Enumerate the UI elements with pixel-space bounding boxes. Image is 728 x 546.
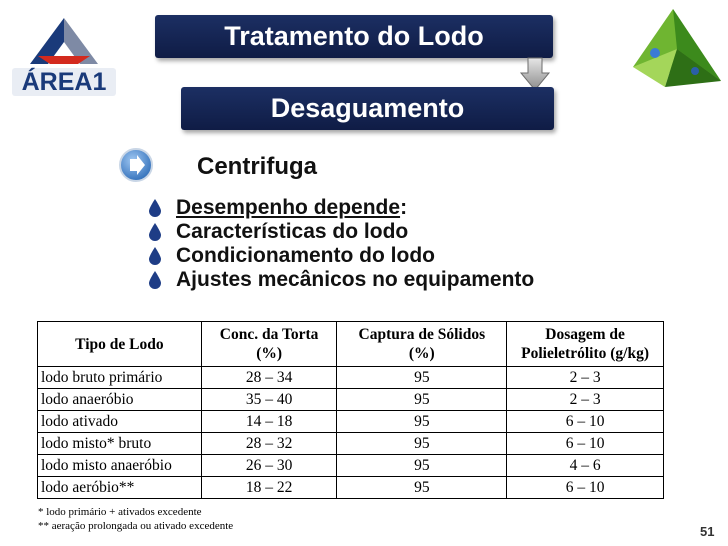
value-cell: 18 – 22 xyxy=(201,477,337,499)
logo-wordmark: ÁREA1 xyxy=(21,68,107,96)
bullet-item xyxy=(148,268,534,292)
sludge-type-cell: lodo anaeróbio xyxy=(38,389,202,411)
bullet-item xyxy=(148,244,534,268)
value-cell: 6 – 10 xyxy=(507,411,664,433)
value-cell: 4 – 6 xyxy=(507,455,664,477)
drop-bullet-icon xyxy=(148,270,162,290)
table-row xyxy=(38,411,664,433)
bullet-item xyxy=(148,220,534,244)
value-cell: 28 – 34 xyxy=(201,367,337,389)
value-cell: 26 – 30 xyxy=(201,455,337,477)
table-row xyxy=(38,477,664,499)
drop-bullet-icon xyxy=(148,246,162,266)
bullet-label: Ajustes mecânicos no equipamento xyxy=(176,268,535,291)
bullet-label: Desempenho depende xyxy=(176,196,401,219)
sludge-type-cell: lodo ativado xyxy=(38,411,202,433)
value-cell: 2 – 3 xyxy=(507,389,664,411)
column-header: Dosagem de Polieletrólito (g/kg) xyxy=(507,322,664,367)
value-cell: 14 – 18 xyxy=(201,411,337,433)
value-cell: 95 xyxy=(337,477,507,499)
bullet-suffix: : xyxy=(400,196,408,219)
value-cell: 95 xyxy=(337,455,507,477)
column-header: Tipo de Lodo xyxy=(38,322,202,367)
sludge-type-cell: lodo misto* bruto xyxy=(38,433,202,455)
leaf-image xyxy=(625,5,725,91)
table-header-row xyxy=(38,322,664,367)
value-cell: 35 – 40 xyxy=(201,389,337,411)
table-row xyxy=(38,455,664,477)
value-cell: 28 – 32 xyxy=(201,433,337,455)
footnote: ** aeração prolongada ou ativado excedente xyxy=(38,520,234,532)
value-cell: 2 – 3 xyxy=(507,367,664,389)
section-heading: Centrifuga xyxy=(197,153,317,180)
table-row xyxy=(38,389,664,411)
value-cell: 6 – 10 xyxy=(507,477,664,499)
area1-logo xyxy=(8,12,120,98)
footnote: * lodo primário + ativados excedente xyxy=(38,506,202,518)
column-header: Conc. da Torta (%) xyxy=(201,322,337,367)
bullet-item xyxy=(148,196,534,220)
value-cell: 95 xyxy=(337,433,507,455)
page-number: 51 xyxy=(700,524,715,539)
bullet-label: Condicionamento do lodo xyxy=(176,244,435,267)
sludge-type-cell: lodo bruto primário xyxy=(38,367,202,389)
value-cell: 95 xyxy=(337,367,507,389)
subtitle-bar: Desaguamento xyxy=(181,87,554,130)
table-row xyxy=(38,367,664,389)
bullet-list xyxy=(148,196,534,292)
arrow-right-circle-icon[interactable] xyxy=(118,147,154,183)
column-header: Captura de Sólidos (%) xyxy=(337,322,507,367)
sludge-type-cell: lodo aeróbio** xyxy=(38,477,202,499)
value-cell: 6 – 10 xyxy=(507,433,664,455)
table-row xyxy=(38,433,664,455)
value-cell: 95 xyxy=(337,411,507,433)
drop-bullet-icon xyxy=(148,198,162,218)
value-cell: 95 xyxy=(337,389,507,411)
drop-bullet-icon xyxy=(148,222,162,242)
title-bar: Tratamento do Lodo xyxy=(155,15,553,58)
sludge-type-cell: lodo misto anaeróbio xyxy=(38,455,202,477)
sludge-table xyxy=(37,321,664,499)
bullet-label: Características do lodo xyxy=(176,220,409,243)
